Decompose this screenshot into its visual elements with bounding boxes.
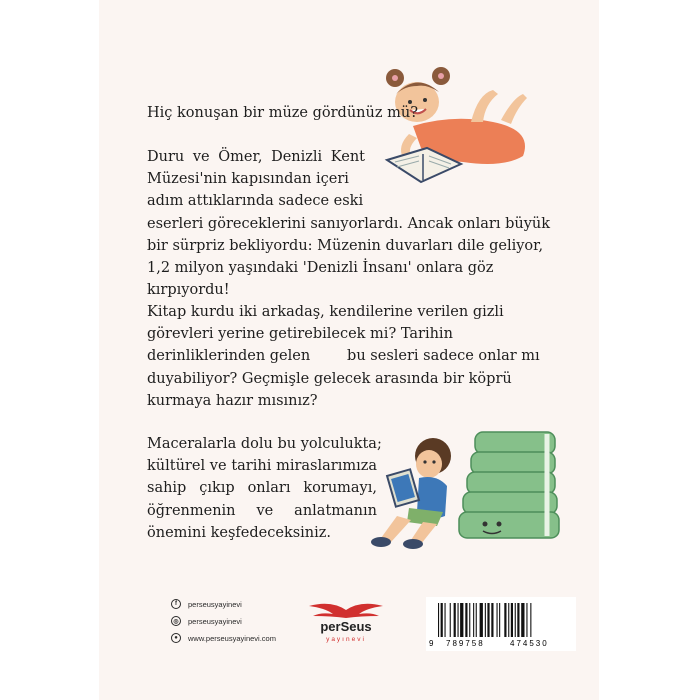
barcode-bar xyxy=(487,603,489,637)
text-line: Duru ve Ömer, Denizli Kent xyxy=(147,149,365,165)
barcode-bar xyxy=(454,603,456,637)
text-line: duyabiliyor? Geçmişle gelecek arasında bir köprü xyxy=(147,370,512,387)
barcode-bar xyxy=(438,603,439,637)
paragraph-questions xyxy=(147,301,540,412)
barcode-bar xyxy=(480,603,483,637)
barcode-digits-right: 474530 xyxy=(510,639,549,648)
barcode-bar xyxy=(450,603,451,637)
barcode-bar xyxy=(485,603,486,637)
text-line: önemini keşfedeceksiniz. xyxy=(147,524,332,541)
barcode-digits-left: 789758 xyxy=(446,639,485,648)
barcode-bar xyxy=(460,603,463,637)
back-cover xyxy=(99,0,599,700)
paragraph-conclusion xyxy=(147,433,382,544)
text-line: görevleri yerine getirebilecek mi? Tarihin xyxy=(147,326,453,343)
barcode-bar xyxy=(504,603,506,637)
publisher-logo xyxy=(303,600,389,644)
barcode xyxy=(426,597,576,651)
barcode-bar xyxy=(458,603,459,637)
facebook-link[interactable] xyxy=(171,599,242,609)
wings-icon xyxy=(303,600,389,644)
barcode-digit-first: 9 xyxy=(429,639,434,648)
text-line: 1,2 milyon yaşındaki 'Denizli İnsanı' onlara göz xyxy=(147,260,494,277)
instagram-link[interactable] xyxy=(171,616,242,626)
facebook-handle: perseusyayinevi xyxy=(188,599,242,609)
text-line: derinliklerinden gelen bu sesleri sadece onlar mı xyxy=(147,348,540,365)
barcode-bar xyxy=(476,603,477,637)
text-line: öğrenmenin ve anlatmanın xyxy=(147,502,377,519)
text-line: sahip çıkıp onları korumayı, xyxy=(147,480,377,497)
barcode-bar xyxy=(441,603,443,637)
text-line: Kitap kurdu iki arkadaş, kendilerine verilen gizli xyxy=(147,304,504,320)
barcode-bar xyxy=(511,603,513,637)
boy-with-books-illustration xyxy=(367,412,567,552)
logo-sub-text: yayınevi xyxy=(326,636,366,643)
barcode-bar xyxy=(517,603,519,637)
text-line: eserleri göreceklerini sanıyorlardı. Ancak onları büyük xyxy=(147,215,551,232)
instagram-handle: perseusyayinevi xyxy=(188,616,242,626)
text-line: kültürel ve tarihi miraslarımıza xyxy=(147,458,377,475)
barcode-bar xyxy=(499,603,500,637)
logo-brand-text: perSeus xyxy=(320,619,372,634)
barcode-bar xyxy=(473,603,474,637)
globe-icon: ● xyxy=(171,633,181,643)
barcode-bar xyxy=(526,603,527,637)
website-url: www.perseusyayinevi.com xyxy=(188,633,276,643)
facebook-icon: f xyxy=(171,599,181,609)
intro-question xyxy=(147,102,418,124)
barcode-bar xyxy=(491,603,493,637)
barcode-bar xyxy=(515,603,516,637)
text-line: Müzesi'nin kapısından içeri xyxy=(147,171,349,188)
barcode-bar xyxy=(445,603,446,637)
text-line: kırpıyordu! xyxy=(147,282,230,299)
instagram-icon: ◎ xyxy=(171,616,181,626)
barcode-bar xyxy=(469,603,470,637)
text-line: Maceralarla dolu bu yolculukta; xyxy=(147,436,382,452)
text-line: bir sürpriz bekliyordu: Müzenin duvarları dile geliyor, xyxy=(147,237,544,254)
barcode-bar xyxy=(508,603,509,637)
barcode-bar xyxy=(465,603,467,637)
website-link[interactable] xyxy=(171,633,276,643)
barcode-bar xyxy=(530,603,531,637)
intro-question-text: Hiç konuşan bir müze gördünüz mü? xyxy=(147,105,418,121)
barcode-bar xyxy=(521,603,524,637)
text-line: kurmaya hazır mısınız? xyxy=(147,392,318,409)
paragraph-story xyxy=(147,146,551,301)
barcode-bar xyxy=(497,603,498,637)
text-line: adım attıklarında sadece eski xyxy=(147,193,364,210)
